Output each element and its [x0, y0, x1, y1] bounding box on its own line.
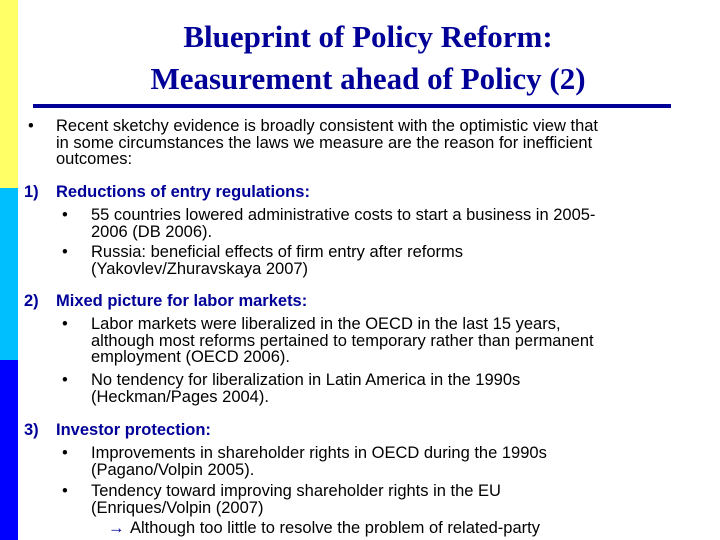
section-1-item-2-bullet: • [62, 243, 68, 261]
section-1-item-1 [91, 207, 595, 240]
section-3-subpoint: Although too little to resolve the problem of related-party [130, 519, 540, 537]
item-line: employment (OECD 2006). [91, 348, 290, 366]
item-line: although most reforms pertained to temporary rather than permanent [91, 331, 594, 350]
section-3-item-2-bullet: • [62, 482, 68, 500]
intro-bullet: • [28, 117, 34, 135]
section-1-heading: Reductions of entry regulations: [56, 183, 310, 201]
section-2-item-1 [91, 316, 594, 366]
section-2-number: 2) [24, 292, 39, 310]
item-line: (Heckman/Pages 2004). [91, 387, 269, 406]
item-line: (Yakovlev/Zhuravskaya 2007) [91, 259, 309, 278]
item-line: Labor markets were liberalized in the OECD in the last 15 years, [91, 315, 561, 333]
left-stripe-cyan [0, 188, 18, 360]
section-1-item-1-bullet: • [62, 206, 68, 224]
section-2-item-1-bullet: • [62, 315, 68, 333]
intro-line: in some circumstances the laws we measure are the reason for inefficient [56, 133, 593, 152]
section-2-heading: Mixed picture for labor markets: [56, 292, 308, 310]
item-line: Tendency toward improving shareholder rights in the EU [91, 482, 501, 500]
section-2-item-2 [91, 372, 520, 405]
intro-line: Recent sketchy evidence is broadly consistent with the optimistic view that [56, 117, 599, 135]
left-stripe-yellow [0, 0, 18, 188]
section-1-item-2 [91, 244, 463, 277]
title-line-2: Measurement ahead of Policy (2) [150, 61, 586, 96]
section-2-item-2-bullet: • [62, 371, 68, 389]
item-line: Russia: beneficial effects of firm entry after reforms [91, 243, 463, 261]
title-underline [33, 104, 671, 108]
slide-title [18, 16, 718, 100]
section-1-number: 1) [24, 183, 39, 201]
section-3-heading: Investor protection: [56, 421, 211, 439]
item-line: Improvements in shareholder rights in OECD during the 1990s [91, 444, 547, 462]
left-stripe-blue [0, 360, 18, 540]
title-line-1: Blueprint of Policy Reform: [183, 19, 553, 54]
section-3-item-1 [91, 445, 547, 478]
intro-text [56, 118, 598, 168]
item-line: 55 countries lowered administrative costs to start a business in 2005- [91, 206, 596, 224]
intro-line: outcomes: [56, 150, 133, 168]
item-line: (Enriques/Volpin (2007) [91, 498, 264, 517]
section-3-number: 3) [24, 421, 39, 439]
item-line: No tendency for liberalization in Latin America in the 1990s [91, 371, 521, 389]
item-line: 2006 (DB 2006). [91, 222, 213, 241]
item-line: (Pagano/Volpin 2005). [91, 460, 255, 479]
section-3-item-2 [91, 483, 501, 516]
arrow-icon: → [108, 519, 125, 537]
section-3-item-1-bullet: • [62, 444, 68, 462]
